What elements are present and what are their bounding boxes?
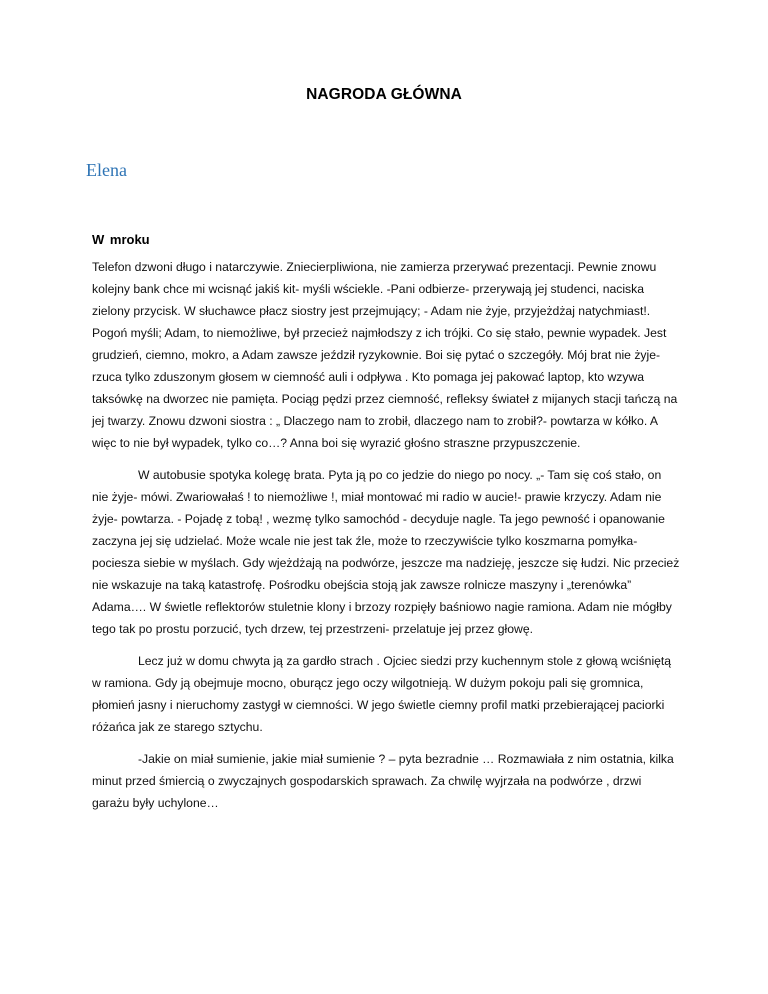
paragraph-1: Telefon dzwoni długo i natarczywie. Zniecierpliwiona, nie zamierza przerywać prezentacji. Pewnie znowu kolejny bank chce mi wcisnąć jakiś kit- myśli wściekle. -Pani odbierze- przerywają jej studenci, naciska zielony przycisk. W słuchawce płacz siostry jest przejmujący; - Adam nie żyje, przyjeżdżaj natychmiast!. Pogoń myśli; Adam, to niemożliwe, był przecież najmłodszy z ich trójki. Co się stało, pewnie wypadek. Jest grudzień, ciemno, mokro, a Adam zawsze jeździł ryzykownie. Boi się pytać o szczegóły. Mój brat nie żyje- rzuca tylko zduszonym głosem w ciemność auli i odpływa . Kto pomaga jej pakować laptop, kto wzywa taksówkę na dworzec nie pamięta. Pociąg pędzi przez ciemność, refleksy świateł z mijanych stacji tańczą na jej twarzy. Znowu dzwoni siostra : „ Dlaczego nam to zrobił, dlaczego nam to zrobił?- powtarza w kółko. A więc to nie był wypadek, tylko co…? Anna boi się wyrazić głośno straszne przypuszczenie. bbox=[92, 260, 678, 450]
story-body bbox=[92, 256, 680, 824]
author-name: Elena bbox=[86, 160, 127, 180]
paragraph-3: Lecz już w domu chwyta ją za gardło strach . Ojciec siedzi przy kuchennym stole z głową wciśniętą w ramiona. Gdy ją obejmuje mocno, oburącz jego oczy wilgotnieją. W dużym pokoju pali się gromnica, płomień jasny i nieruchomy zastygł w ciemności. W jego świetle ciemny profil matki przebierającej paciorki różańca jak ze starego sztychu. bbox=[92, 654, 672, 734]
paragraph-2: W autobusie spotyka kolegę brata. Pyta ją po co jedzie do niego po nocy. „- Tam się coś stało, on nie żyje- mówi. Zwariowałaś ! to niemożliwe !, miał montować mi radio w aucie!- prawie krzyczy. Adam nie żyje- powtarza. - Pojadę z tobą! , wezmę tylko samochód - decyduje nagle. Ta jego pewność i opanowanie zaczyna jej się udzielać. Może wcale nie jest tak źle, może to rzeczywiście tylko koszmarna pomyłka- pociesza siebie w myślach. Gdy wjeżdżają na podwórze, jeszcze ma nadzieję, jeszcze się łudzi. Nic przecież nie wskazuje na taką katastrofę. Pośrodku obejścia stoją jak zawsze rolnicze maszyny i „terenówka” Adama…. W świetle reflektorów stuletnie klony i brzozy rozpięły baśniowo nagie ramiona. Adam nie mógłby tego tak po prostu porzucić, tych drzew, tej przestrzeni- przelatuje jej przez głowę. bbox=[92, 468, 680, 636]
section-heading: W mroku bbox=[92, 232, 150, 247]
document-title: NAGRODA GŁÓWNA bbox=[306, 86, 462, 103]
paragraph-4: -Jakie on miał sumienie, jakie miał sumienie ? – pyta bezradnie … Rozmawiała z nim ostatnia, kilka minut przed śmiercią o zwyczajnych gospodarskich sprawach. Za chwilę wyjrzała na podwórze , drzwi garażu były uchylone… bbox=[92, 752, 674, 810]
